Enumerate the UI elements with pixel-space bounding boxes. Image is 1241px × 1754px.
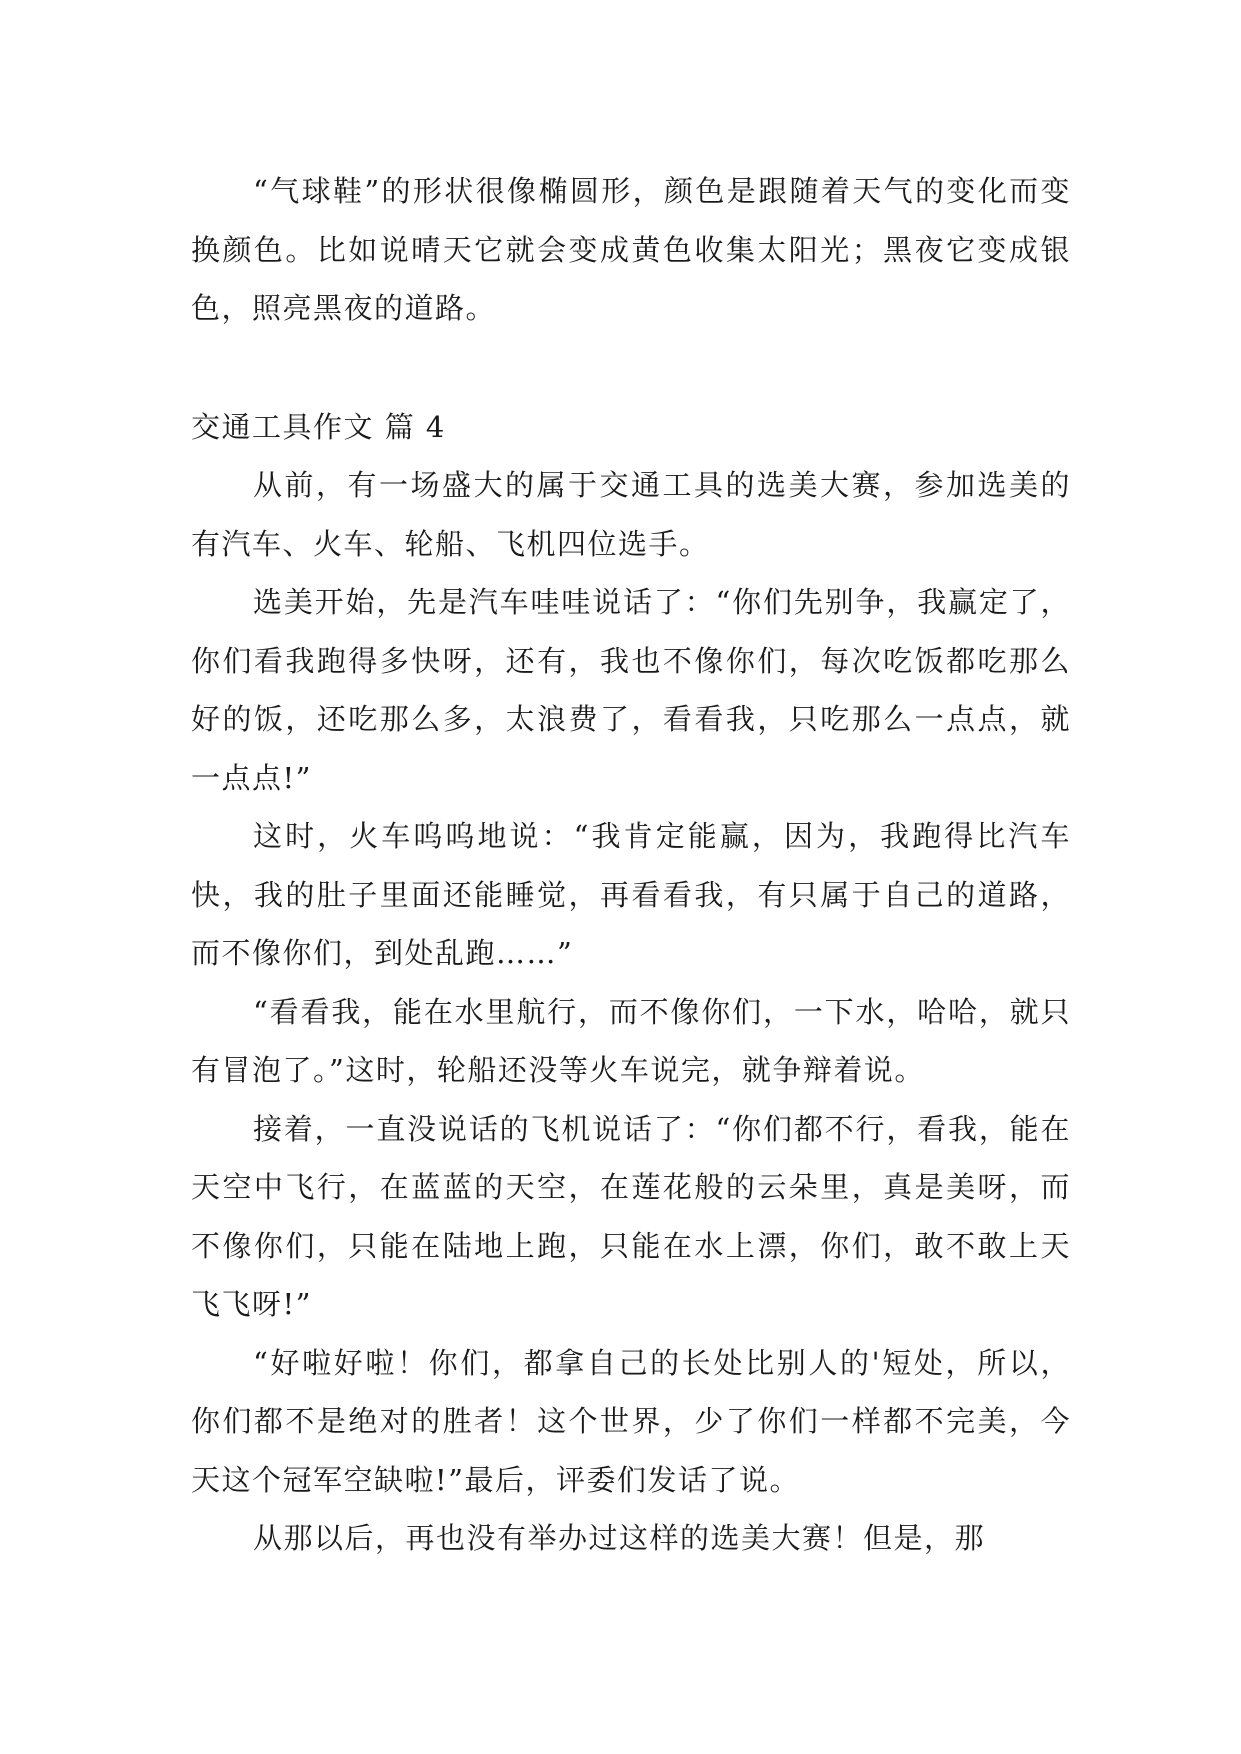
section-title: 交通工具作文 篇 4 [191, 409, 446, 444]
document-body [191, 162, 1071, 1568]
paragraph-balloon-shoes: “气球鞋”的形状很像椭圆形，颜色是跟随着天气的变化而变换颜色。比如说晴天它就会变成黄色收集太阳光；黑夜它变成银色，照亮黑夜的道路。 [191, 174, 1071, 325]
paragraph: “好啦好啦！你们，都拿自己的长处比别人的'短处，所以，你们都不是绝对的胜者！这个世界，少了你们一样都不完美，今天这个冠军空缺啦!”最后，评委们发话了说。 [191, 1345, 1071, 1497]
paragraph: 从那以后，再也没有举办过这样的选美大赛！但是，那 [253, 1521, 986, 1555]
paragraph: 接着，一直没说话的飞机说话了：“你们都不行，看我，能在天空中飞行，在蓝蓝的天空，在莲花般的云朵里，真是美呀，而不像你们，只能在陆地上跑，只能在水上漂，你们，敢不敢上天飞飞呀!” [191, 1111, 1071, 1321]
paragraph: “看看我，能在水里航行，而不像你们，一下水，哈哈，就只有冒泡了。”这时，轮船还没等火车说完，就争辩着说。 [191, 994, 1071, 1087]
paragraph: 从前，有一场盛大的属于交通工具的选美大赛，参加选美的有汽车、火车、轮船、飞机四位选手。 [191, 468, 1071, 561]
paragraph: 选美开始，先是汽车哇哇说话了：“你们先别争，我赢定了，你们看我跑得多快呀，还有，我也不像你们，每次吃饭都吃那么好的饭，还吃那么多，太浪费了，看看我，只吃那么一点点，就一点点!” [191, 585, 1071, 795]
paragraph: 这时，火车呜呜地说：“我肯定能赢，因为，我跑得比汽车快，我的肚子里面还能睡觉，再看看我，有只属于自己的道路，而不像你们，到处乱跑……” [191, 819, 1071, 970]
